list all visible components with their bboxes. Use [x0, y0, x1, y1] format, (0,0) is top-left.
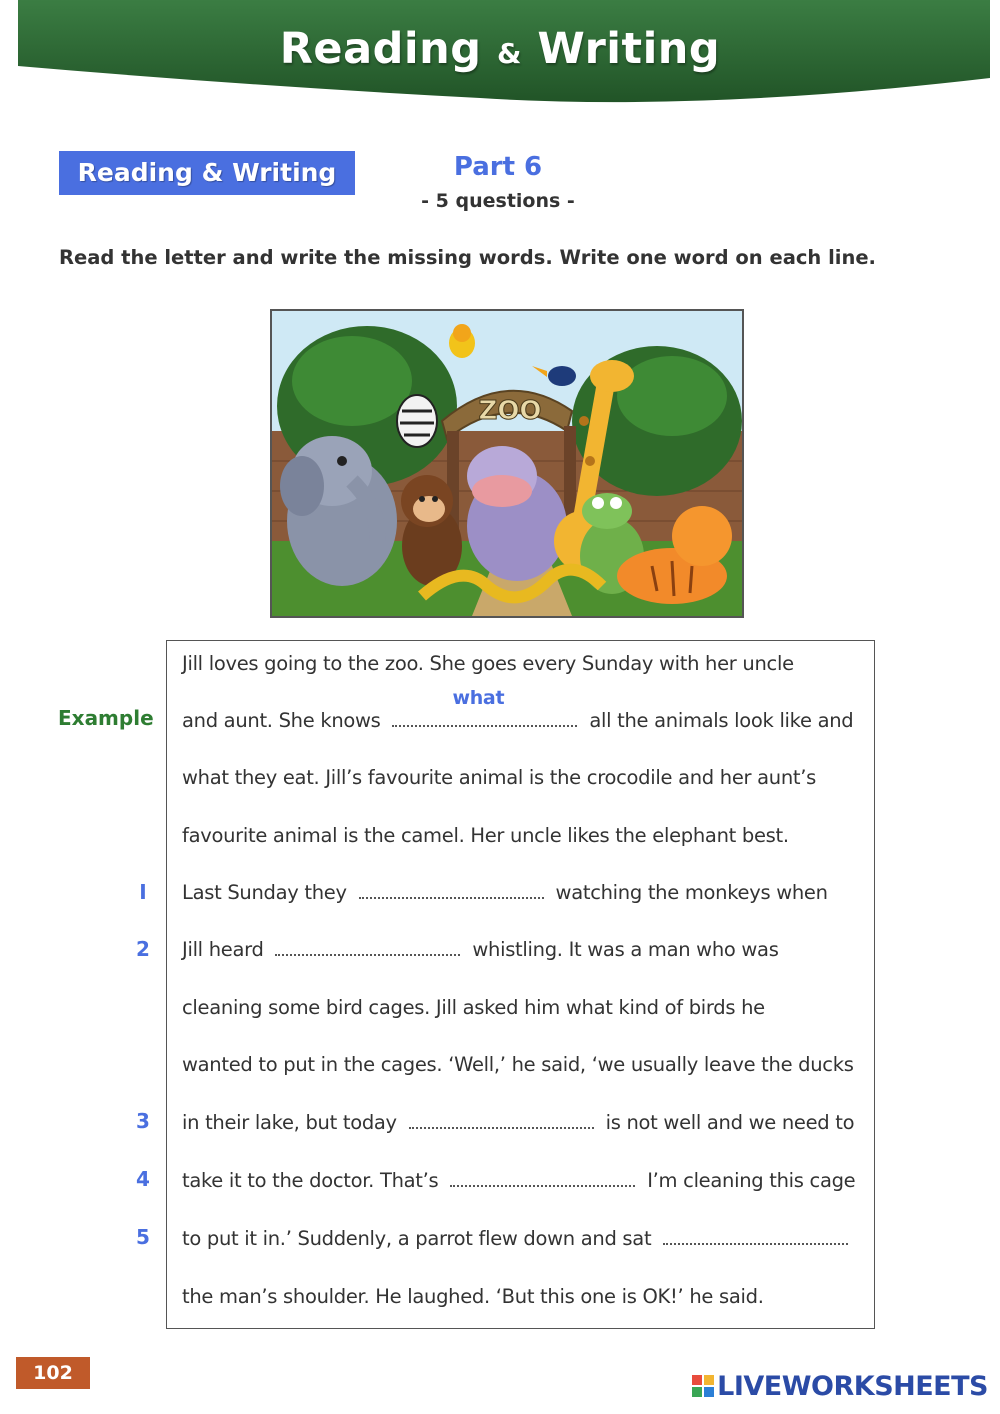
letter-line-q5 — [182, 1227, 854, 1250]
line-text: to put it in.’ Suddenly, a parrot flew down and sat — [182, 1227, 652, 1250]
answer-blank-1[interactable] — [359, 881, 544, 899]
section-label: Reading & Writing — [59, 151, 355, 195]
line-text: Last Sunday they — [182, 881, 347, 904]
page-number: 102 — [16, 1357, 90, 1389]
line-text: take it to the doctor. That’s — [182, 1169, 439, 1192]
question-number-1: I — [139, 880, 147, 904]
brand-text: LIVEWORKSHEETS — [717, 1371, 988, 1402]
part-subtitle: - 5 questions - — [421, 190, 575, 212]
letter-line-q1 — [182, 881, 828, 904]
brand-logo — [692, 1371, 988, 1402]
answer-blank-2[interactable] — [275, 938, 460, 956]
letter-box — [166, 640, 875, 1329]
zoo-illustration — [270, 309, 744, 618]
example-answer: what — [452, 687, 505, 709]
line-text: in their lake, but today — [182, 1111, 397, 1134]
line-text: I’m cleaning this cage — [647, 1169, 856, 1192]
letter-line-q3 — [182, 1111, 854, 1134]
line-text: is not well and we need to — [605, 1111, 855, 1134]
letter-line: wanted to put in the cages. ‘Well,’ he said, ‘we usually leave the ducks — [182, 1053, 854, 1076]
line-text: Jill heard — [182, 938, 264, 961]
zebra-icon — [397, 395, 437, 447]
letter-line: Jill loves going to the zoo. She goes every Sunday with her uncle — [182, 652, 794, 675]
letter-line: favourite animal is the camel. Her uncle likes the elephant best. — [182, 824, 789, 847]
answer-blank-5[interactable] — [663, 1227, 848, 1245]
answer-blank-3[interactable] — [409, 1111, 594, 1129]
example-blank — [392, 687, 577, 727]
liveworksheets-icon — [692, 1375, 714, 1397]
title-ampersand: & — [496, 37, 522, 70]
letter-line: the man’s shoulder. He laughed. ‘But this one is OK!’ he said. — [182, 1285, 764, 1308]
answer-blank-4[interactable] — [450, 1169, 635, 1187]
letter-line-example — [182, 687, 854, 732]
line-text: and aunt. She knows — [182, 709, 381, 732]
line-text: whistling. It was a man who was — [472, 938, 779, 961]
title-word-reading: Reading — [279, 24, 482, 74]
title-word-writing: Writing — [537, 24, 721, 74]
line-text: watching the monkeys when — [555, 881, 828, 904]
page-title — [0, 24, 1000, 74]
question-number-4: 4 — [136, 1167, 150, 1191]
letter-line-q2 — [182, 938, 779, 961]
zoo-scene-svg — [272, 311, 742, 616]
letter-line-q4 — [182, 1169, 855, 1192]
example-label: Example — [58, 706, 154, 730]
zoo-sign-text: ZOO — [478, 396, 542, 426]
part-title: Part 6 — [453, 152, 543, 182]
instructions: Read the letter and write the missing words. Write one word on each line. — [59, 246, 876, 269]
letter-line: what they eat. Jill’s favourite animal is the crocodile and her aunt’s — [182, 766, 817, 789]
line-text: all the animals look like and — [589, 709, 854, 732]
question-number-5: 5 — [136, 1225, 150, 1249]
question-number-3: 3 — [136, 1109, 150, 1133]
question-number-2: 2 — [136, 937, 150, 961]
letter-line: cleaning some bird cages. Jill asked him what kind of birds he — [182, 996, 765, 1019]
